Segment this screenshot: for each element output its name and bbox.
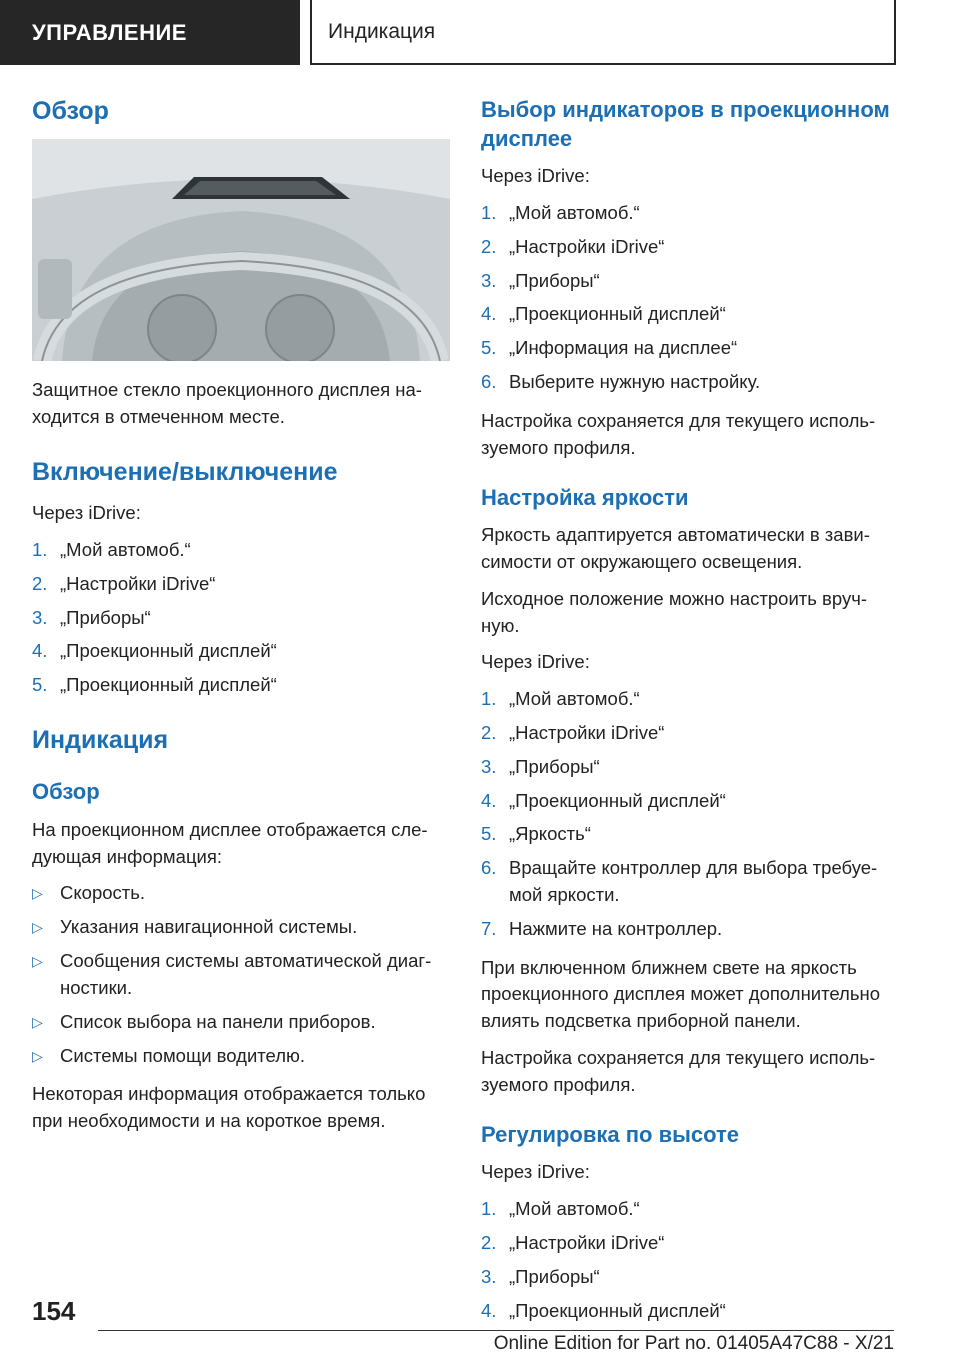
overview-heading: Обзор	[32, 97, 109, 125]
list-item	[32, 1009, 450, 1036]
step-number: 3.	[481, 755, 497, 777]
list-item	[32, 914, 450, 941]
step-text: „Проекционный дисплей“	[509, 303, 726, 325]
step-number: 2.	[32, 572, 48, 594]
brightness-steps	[481, 686, 901, 943]
step-text: „Проекционный дисплей“	[509, 789, 726, 811]
footer-edition: Online Edition for Part no. 01405A47C88 - X/21	[493, 1333, 894, 1354]
step-number: 1.	[481, 202, 497, 223]
triangle-bullet-icon: ▷	[32, 885, 43, 902]
list-item	[481, 855, 901, 909]
step-text: „Мой автомоб.“	[60, 538, 191, 560]
step-text: „Проекционный дисплей“	[509, 1299, 726, 1321]
step-text: „Мой автомоб.“	[509, 688, 640, 710]
list-item	[481, 916, 901, 943]
step-number: 4.	[32, 640, 48, 662]
indication-bullets	[32, 880, 450, 1069]
step-number: 1.	[481, 1198, 497, 1220]
step-text: „Мой автомоб.“	[509, 1198, 640, 1220]
step-number: 4.	[481, 789, 497, 811]
step-number: 6.	[481, 371, 497, 393]
list-item	[481, 268, 901, 295]
step-number: 1.	[32, 538, 48, 560]
hud-windshield-figure	[32, 139, 450, 361]
list-item	[481, 686, 901, 713]
step-number: 7.	[481, 917, 497, 939]
onoff-intro: Через iDrive:	[32, 502, 141, 524]
select-intro: Через iDrive:	[481, 165, 590, 187]
step-number: 1.	[481, 688, 497, 710]
indication-overview-heading: Обзор	[32, 779, 100, 805]
step-number: 2.	[481, 235, 497, 257]
height-steps	[481, 1196, 901, 1324]
step-text: „Настройки iDrive“	[509, 1231, 665, 1253]
triangle-bullet-icon: ▷	[32, 1047, 43, 1064]
header-topic-title: Индикация	[310, 0, 896, 65]
list-item	[32, 571, 450, 598]
list-item	[481, 1298, 901, 1325]
right-column	[481, 96, 901, 1336]
indication-note: Некоторая информация отображается только при необходимости и на короткое время.	[32, 1083, 426, 1132]
step-text: „Мой автомоб.“	[509, 202, 640, 223]
bullet-text: Указания навигационной системы.	[60, 916, 358, 938]
list-item	[481, 234, 901, 261]
list-item	[481, 1264, 901, 1291]
step-text: „Настройки iDrive“	[509, 721, 665, 743]
figure-caption: Защитное стекло проекционного дисплея на-ходится в отмеченном месте.	[32, 379, 422, 428]
header-section-title: УПРАВЛЕНИЕ	[0, 0, 300, 65]
step-text: „Проекционный дисплей“	[60, 640, 277, 662]
step-number: 4.	[481, 303, 497, 325]
brightness-heading: Настройка яркости	[481, 484, 689, 510]
list-item	[481, 200, 901, 227]
left-column	[32, 96, 450, 1145]
brightness-note-2: Настройка сохраняется для текущего исполь-зуемого профиля.	[481, 1047, 876, 1095]
list-item	[481, 335, 901, 362]
list-item	[481, 754, 901, 781]
step-number: 3.	[481, 1265, 497, 1287]
list-item	[32, 672, 450, 699]
step-text: „Приборы“	[509, 1265, 600, 1287]
list-item	[481, 1196, 901, 1223]
indication-intro: На проекционном дисплее отображается сле-дующая информация:	[32, 818, 428, 867]
list-item	[32, 638, 450, 665]
bullet-text: Сообщения системы автоматической диаг-ностики.	[60, 950, 432, 998]
list-item	[32, 1043, 450, 1070]
onoff-heading: Включение/выключение	[32, 457, 338, 486]
step-text: Вращайте контроллер для выбора требуе-мой яркости.	[509, 857, 878, 906]
step-number: 5.	[481, 337, 497, 359]
step-text: „Приборы“	[60, 606, 151, 628]
onoff-steps	[32, 537, 450, 699]
select-steps	[481, 200, 901, 396]
step-text: „Проекционный дисплей“	[60, 674, 277, 696]
list-item	[32, 537, 450, 564]
list-item	[481, 788, 901, 815]
step-text: „Информация на дисплее“	[509, 337, 738, 359]
step-number: 4.	[481, 1299, 497, 1321]
step-text: „Настройки iDrive“	[509, 235, 665, 257]
step-text: „Яркость“	[509, 823, 591, 845]
triangle-bullet-icon: ▷	[32, 953, 43, 970]
height-heading: Регулировка по высоте	[481, 1121, 740, 1147]
brightness-intro: Через iDrive:	[481, 651, 590, 673]
step-number: 6.	[481, 857, 497, 879]
footer-divider	[98, 1330, 894, 1331]
list-item	[32, 948, 450, 1002]
step-text: „Приборы“	[509, 269, 600, 291]
list-item	[481, 720, 901, 747]
step-text: „Приборы“	[509, 755, 600, 777]
triangle-bullet-icon: ▷	[32, 1013, 43, 1030]
step-text: „Настройки iDrive“	[60, 572, 216, 594]
list-item	[481, 1230, 901, 1257]
step-number: 2.	[481, 721, 497, 743]
list-item	[481, 821, 901, 848]
brightness-note-1: При включенном ближнем свете на яркость проекционного дисплея может дополнительно влиять подсветка приборной панели.	[481, 956, 880, 1032]
step-number: 2.	[481, 1231, 497, 1253]
brightness-paragraph-1: Яркость адаптируется автоматически в зави-симости от окружающего освещения.	[481, 524, 870, 572]
bullet-text: Системы помощи водителю.	[60, 1044, 306, 1066]
brightness-paragraph-2: Исходное положение можно настроить вруч-ную.	[481, 587, 867, 636]
select-heading: Выбор индикаторов в проекционном дисплее	[481, 97, 890, 151]
height-intro: Через iDrive:	[481, 1161, 590, 1183]
step-text: Выберите нужную настройку.	[509, 371, 761, 393]
step-number: 5.	[32, 674, 48, 696]
bullet-text: Список выбора на панели приборов.	[60, 1010, 376, 1032]
select-note: Настройка сохраняется для текущего исполь-зуемого профиля.	[481, 409, 876, 458]
step-number: 3.	[481, 269, 497, 291]
page-number: 154	[32, 1296, 76, 1326]
list-item	[481, 369, 901, 396]
step-number: 3.	[32, 606, 48, 628]
triangle-bullet-icon: ▷	[32, 919, 43, 936]
step-text: Нажмите на контроллер.	[509, 917, 723, 939]
indication-heading: Индикация	[32, 726, 169, 754]
list-item	[481, 301, 901, 328]
bullet-text: Скорость.	[60, 882, 146, 904]
list-item	[32, 605, 450, 632]
list-item	[32, 880, 450, 907]
step-number: 5.	[481, 823, 497, 845]
